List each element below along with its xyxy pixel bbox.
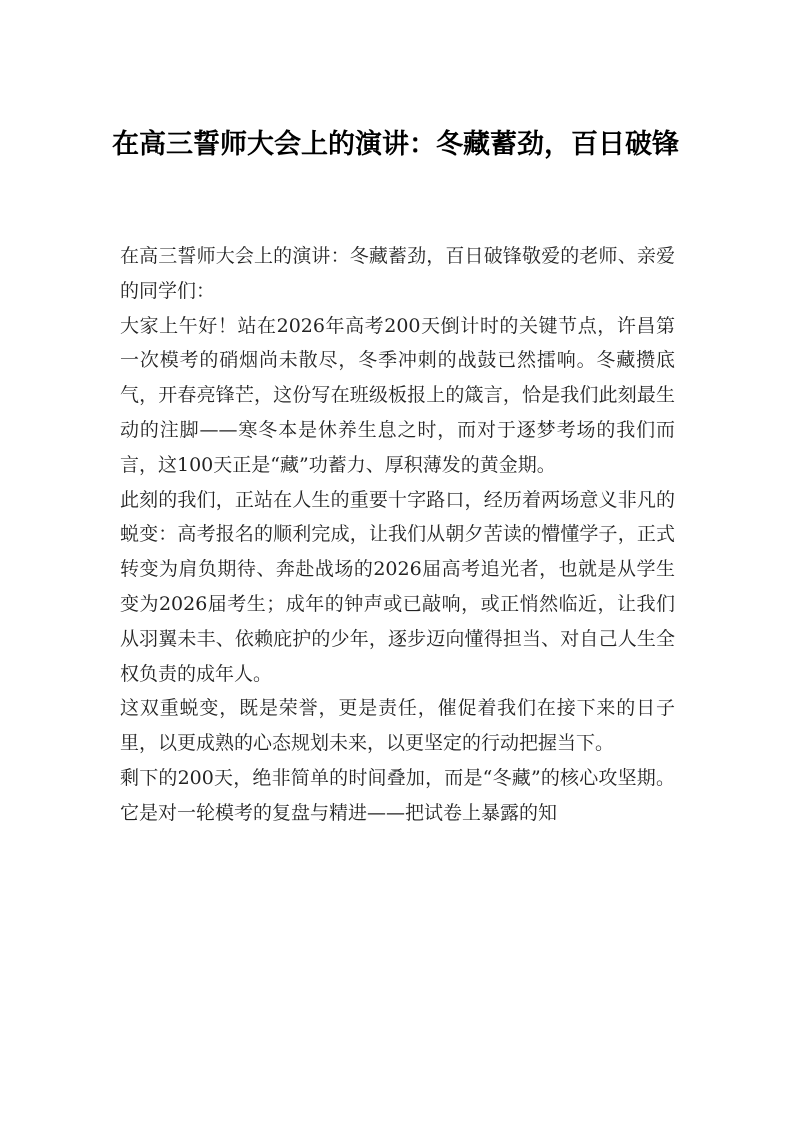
paragraph-remaining-days: 剩下的200天，绝非简单的时间叠加，而是“冬藏”的核心攻坚期。它是对一轮模考的复盘与精进——把试卷上暴露的知 xyxy=(120,766,675,824)
paragraph-greeting: 在高三誓师大会上的演讲：冬藏蓄劲，百日破锋敬爱的老师、亲爱的同学们： xyxy=(120,245,675,302)
document-title: 在高三誓师大会上的演讲：冬藏蓄劲，百日破锋 xyxy=(112,129,679,160)
paragraph-transformation: 此刻的我们，正站在人生的重要十字路口，经历着两场意义非凡的蜕变：高考报名的顺利完成，让我们从朝夕苦读的懵懂学子，正式转变为肩负期待、奔赴战场的2026届高考追光者，也就是从学生变为2026届考生；成年的钟声或已敲响，或正悄然临近，让我们从羽翼未丰、依赖庇护的少年，逐步迈向懂得担当、对自己人生全权负责的成年人。 xyxy=(120,488,675,685)
paragraph-opening: 大家上午好！站在2026年高考200天倒计时的关键节点，许昌第一次模考的硝烟尚未散尽，冬季冲刺的战鼓已然擂响。冬藏攒底气，开春亮锋芒，这份写在班级板报上的箴言，恰是我们此刻最生动的注脚——寒冬本是休养生息之时，而对于逐梦考场的我们而言，这100天正是“藏”功蓄力、厚积薄发的黄金期。 xyxy=(120,314,675,476)
paragraph-responsibility: 这双重蜕变，既是荣誉，更是责任，催促着我们在接下来的日子里，以更成熟的心态规划未来，以更坚定的行动把握当下。 xyxy=(120,697,675,755)
document-body xyxy=(120,239,675,831)
